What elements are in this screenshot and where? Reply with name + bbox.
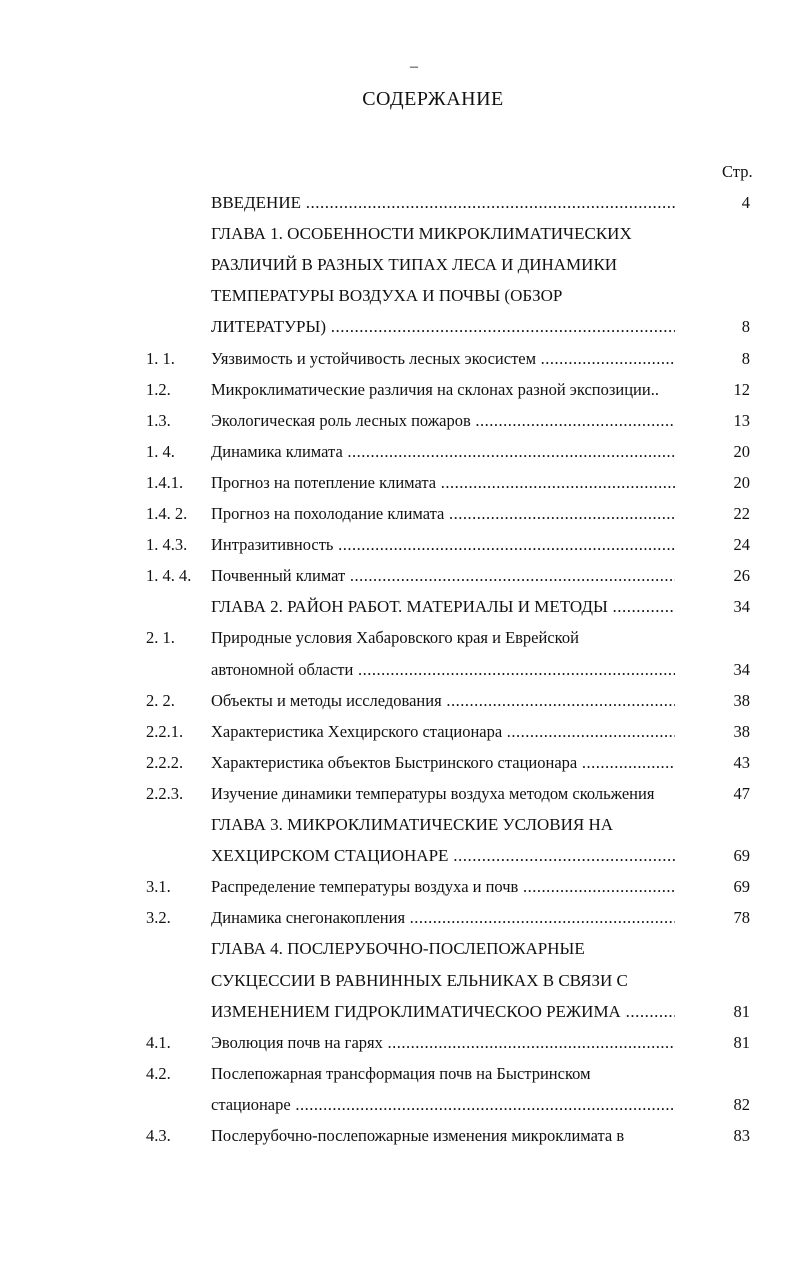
toc-entry-title: Объекты и методы исследования ..... (211, 685, 675, 716)
toc-entry-title: стационаре ..... (211, 1089, 675, 1120)
toc-section-number: 2.2.1. (146, 721, 184, 741)
toc-row (0, 809, 796, 840)
toc-entry-title: Природные условия Хабаровского края и Еврейской (211, 628, 579, 648)
toc-row (0, 622, 796, 653)
toc-row (0, 685, 796, 716)
toc-entry-title: ЛИТЕРАТУРЫ) ..... (211, 311, 675, 342)
toc-page-number: 82 (733, 1094, 750, 1114)
toc-row (0, 374, 796, 405)
toc-page-number: 47 (733, 783, 750, 803)
toc-entry-title: ХЕХЦИРСКОМ СТАЦИОНАРЕ ..... (211, 840, 675, 871)
toc-entry-title: Микроклиматические различия на склонах разной экспозиции.. (211, 379, 659, 399)
toc-row (0, 498, 796, 529)
toc-page-number: 81 (733, 1032, 750, 1052)
toc-section-number: 1. 4. 4. (146, 566, 192, 586)
toc-row (0, 343, 796, 374)
toc-section-number: 2.2.3. (146, 783, 184, 803)
toc-row (0, 716, 796, 747)
toc-entry-title: ИЗМЕНЕНИЕМ ГИДРОКЛИМАТИЧЕСКОО РЕЖИМА ..... (211, 996, 675, 1027)
toc-row (0, 778, 796, 809)
toc-page-number: 13 (733, 410, 750, 430)
toc-row (0, 280, 796, 311)
toc-entry-title: Прогноз на потепление климата ..... (211, 467, 675, 498)
toc-row (0, 1120, 796, 1151)
toc-section-number: 2. 2. (146, 690, 175, 710)
toc-entry-title: Послепожарная трансформация почв на Быстринском (211, 1063, 591, 1083)
toc-section-number: 1.2. (146, 379, 171, 399)
toc-entry-title: Прогноз на похолодание климата ..... (211, 498, 675, 529)
toc-page-number: 8 (741, 317, 750, 337)
toc-entry-title: ВВЕДЕНИЕ ..... (211, 187, 675, 218)
toc-section-number: 3.2. (146, 908, 171, 928)
toc-page-number: 83 (733, 1126, 750, 1145)
toc-entry-title: Эволюция почв на гарях ..... (211, 1027, 675, 1058)
toc-entry-title: автономной области ..... (211, 654, 675, 685)
toc-page-number: 43 (733, 752, 750, 772)
page-title: СОДЕРЖАНИЕ (362, 88, 504, 110)
toc-row (0, 1089, 796, 1120)
toc-row (0, 1027, 796, 1058)
toc-entry-title: РАЗЛИЧИЙ В РАЗНЫХ ТИПАХ ЛЕСА И ДИНАМИКИ (211, 255, 618, 275)
toc-row (0, 1058, 796, 1089)
toc-page-number: 34 (733, 659, 750, 679)
toc-page-number: 34 (733, 597, 750, 617)
toc-entry-title: Распределение температуры воздуха и почв ..... (211, 871, 675, 902)
toc-page-number: 20 (733, 441, 750, 461)
toc-section-number: 1. 4.3. (146, 535, 188, 555)
toc-page-number: 38 (733, 690, 750, 710)
page-column-header: Стр. (722, 162, 753, 181)
toc-row (0, 218, 796, 249)
toc-row (0, 436, 796, 467)
toc-row (0, 529, 796, 560)
toc-row (0, 187, 796, 218)
toc-entry-title: СУКЦЕССИИ В РАВНИННЫХ ЕЛЬНИКАХ В СВЯЗИ С (211, 970, 628, 990)
toc-row (0, 249, 796, 280)
toc-entry-title: Характеристика объектов Быстринского стационара ..... (211, 747, 675, 778)
toc-section-number: 2.2.2. (146, 752, 184, 772)
toc-section-number: 3.1. (146, 877, 171, 897)
toc-page-number: 22 (733, 504, 750, 523)
toc-entry-title: ГЛАВА 2. РАЙОН РАБОТ. МАТЕРИАЛЫ И МЕТОДЫ ..... (211, 591, 675, 622)
toc-section-number: 1.3. (146, 410, 171, 430)
toc-page-number: 26 (733, 566, 750, 586)
toc-page-number: 69 (733, 846, 750, 866)
toc-section-number: 4.1. (146, 1032, 171, 1052)
toc-entry-title: ГЛАВА 3. МИКРОКЛИМАТИЧЕСКИЕ УСЛОВИЯ НА (211, 815, 614, 834)
toc-entry-title: Динамика снегонакопления ..... (211, 902, 675, 933)
toc-entry-title: Экологическая роль лесных пожаров ..... (211, 405, 675, 436)
toc-page-number: 8 (741, 348, 750, 368)
toc-page-number: 69 (733, 877, 750, 897)
toc-section-number: 2. 1. (146, 628, 175, 648)
toc-section-number: 1. 4. (146, 441, 175, 461)
toc-entry-title: Послерубочно-послепожарные изменения микроклимата в (211, 1126, 625, 1145)
toc-row (0, 871, 796, 902)
toc-row (0, 654, 796, 685)
toc-entry-title: Интразитивность ..... (211, 529, 675, 560)
toc-entry-title: Почвенный климат ..... (211, 560, 675, 591)
toc-section-number: 4.3. (146, 1126, 171, 1145)
toc-page-number: 4 (741, 193, 750, 212)
toc-entry-title: ТЕМПЕРАТУРЫ ВОЗДУХА И ПОЧВЫ (ОБЗОР (211, 286, 563, 306)
toc-row (0, 405, 796, 436)
toc-section-number: 1. 1. (146, 348, 175, 368)
header-dash: – (410, 58, 418, 75)
toc-row (0, 311, 796, 342)
toc-row (0, 933, 796, 964)
toc-entry-title: Динамика климата ..... (211, 436, 675, 467)
toc-page-number: 81 (733, 1001, 750, 1021)
toc-page-number: 38 (733, 721, 750, 741)
toc-row (0, 965, 796, 996)
toc-section-number: 1.4. 2. (146, 504, 188, 523)
toc-section-number: 4.2. (146, 1063, 171, 1083)
toc-row (0, 840, 796, 871)
toc-page-number: 20 (733, 472, 750, 492)
toc-section-number: 1.4.1. (146, 472, 184, 492)
toc-page-number: 12 (733, 379, 750, 399)
toc-row (0, 996, 796, 1027)
toc-entry-title: Уязвимость и устойчивость лесных экосистем ..... (211, 343, 675, 374)
toc-page-number: 24 (733, 535, 750, 555)
toc-row (0, 560, 796, 591)
toc-row (0, 902, 796, 933)
toc-entry-title: ГЛАВА 4. ПОСЛЕРУБОЧНО-ПОСЛЕПОЖАРНЫЕ (211, 939, 585, 959)
toc-page-number: 78 (733, 908, 750, 928)
toc-entry-title: Характеристика Хехцирского стационара ..... (211, 716, 675, 747)
toc-row (0, 467, 796, 498)
toc-entry-title: Изучение динамики температуры воздуха методом скольжения (211, 783, 655, 803)
toc-row (0, 591, 796, 622)
toc-row (0, 747, 796, 778)
toc-entry-title: ГЛАВА 1. ОСОБЕННОСТИ МИКРОКЛИМАТИЧЕСКИХ (211, 224, 632, 244)
